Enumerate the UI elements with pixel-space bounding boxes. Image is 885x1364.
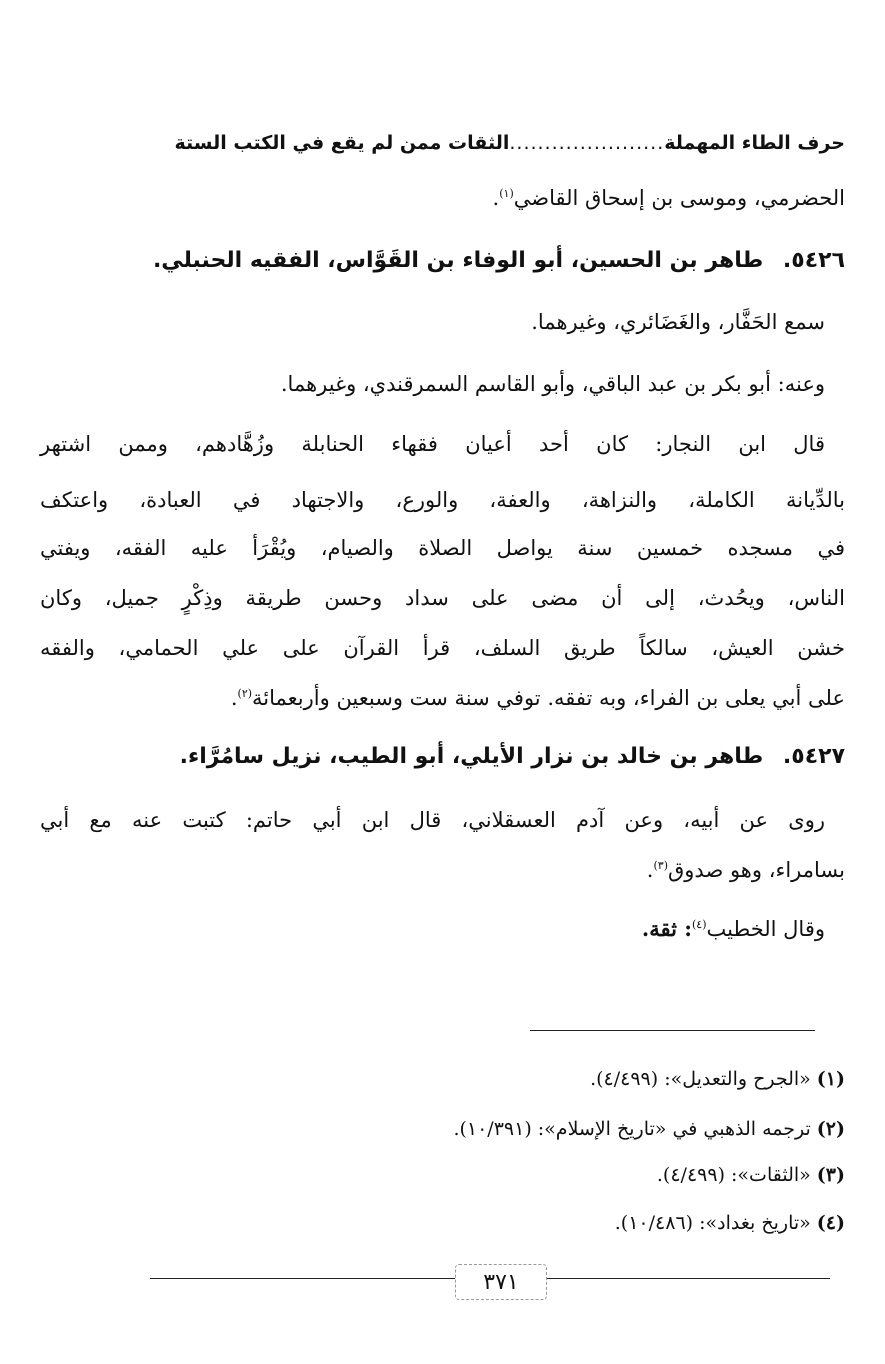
entry-heard: سمع الحَفَّار، والغَضَائري، وغيرهما. [531,310,825,334]
footnote-separator [530,1030,815,1031]
paragraph-line: بسامراء، وهو صدوق$^{(٣)}$. [646,858,845,882]
footnote: (٣)«الثقات»: (٤/٤٩٩). [656,1164,845,1186]
running-header [48,125,845,161]
intro-line: الحضرمي، وموسى بن إسحاق القاضي$^{(١)}$. [492,186,845,210]
paragraph-line: وقال الخطيب$^{(٤)}$: ثقة. [641,916,825,941]
footnote: (٤)«تاريخ بغداد»: (١٠/٤٨٦). [614,1212,845,1234]
entry-heading [40,744,845,770]
paragraph-line: في مسجده خمسين سنة يواصل الصلاة والصيام، ويُقْرَأ عليه الفقه، ويفتي [40,536,845,560]
footnote: (٢)ترجمه الذهبي في «تاريخ الإسلام»: (١٠/٣٩١). [453,1118,845,1140]
footnote-ref: (١) [499,187,514,200]
footnote-ref: (٣) [653,859,668,872]
header-dots: ...................... [509,132,665,154]
footnote-ref: (٢) [237,687,253,700]
entry-number: ٥٤٢٧. [782,744,845,769]
entry-number: ٥٤٢٦. [782,248,845,273]
footnote: (١)«الجرح والتعديل»: (٤/٤٩٩). [590,1068,845,1090]
paragraph-line: خشن العيش، سالكاً طريق السلف، قرأ القرآن على علي الحمامي، والفقه [40,636,845,660]
page-number: ٣٧١ [455,1264,547,1300]
entry-title: طاهر بن الحسين، أبو الوفاء بن القَوَّاس، الفقيه الحنبلي. [152,248,764,273]
paragraph-line: الناس، ويحُدث، إلى أن مضى على سداد وحسن طريقة وذِكْرٍ جميل، وكان [40,586,845,610]
paragraph-line: روى عن أبيه، وعن آدم العسقلاني، قال ابن أبي حاتم: كتبت عنه مع أبي [40,808,825,832]
paragraph-line: على أبي يعلى بن الفراء، وبه تفقه. توفي سنة ست وسبعين وأربعمائة$^{(٢)}$. [230,686,845,710]
paragraph-line: بالدِّيانة الكاملة، والنزاهة، والعفة، والورع، والاجتهاد في العبادة، واعتكف [40,488,845,512]
entry-heading [40,248,845,274]
header-section: حرف الطاء المهملة [664,132,845,154]
footnote-ref: (٤) [692,918,707,931]
entry-title: طاهر بن خالد بن نزار الأيلي، أبو الطيب، نزيل سامُرَّاء. [179,744,764,769]
header-book-title: الثقات ممن لم يقع في الكتب الستة [174,132,510,154]
paragraph-line: قال ابن النجار: كان أحد أعيان فقهاء الحنابلة وزُهَّادهم، وممن اشتهر [40,432,825,456]
entry-students: وعنه: أبو بكر بن عبد الباقي، وأبو القاسم السمرقندي، وغيرهما. [280,372,825,396]
